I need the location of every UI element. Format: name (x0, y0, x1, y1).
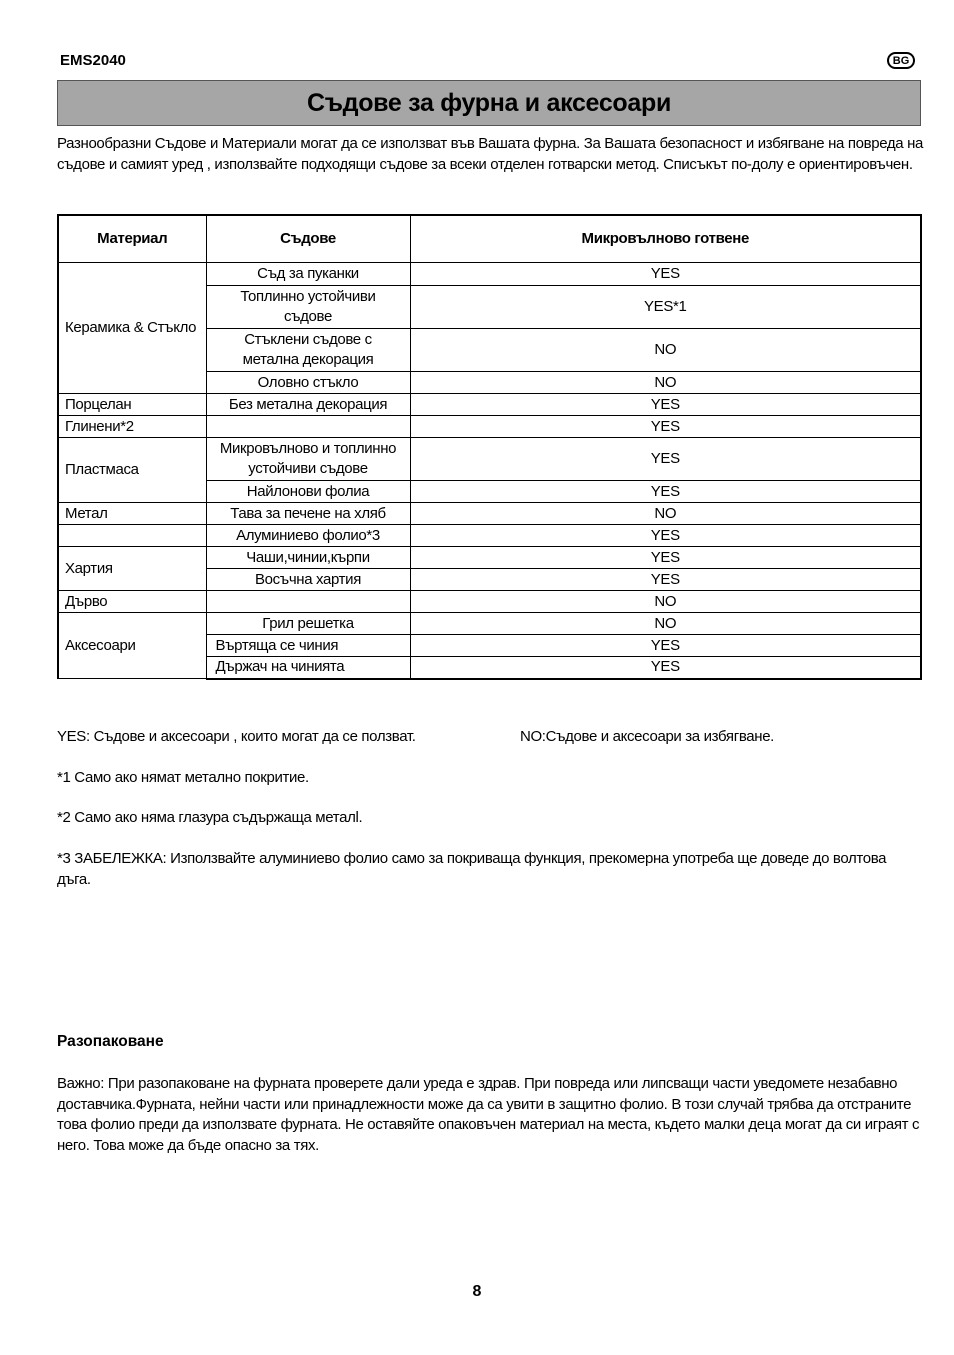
ware-cell: Чаши,чинии,кърпи (206, 547, 410, 569)
microwave-cell: YES (410, 394, 921, 416)
legend-no: NO:Съдове и аксесоари за избягване. (520, 728, 775, 745)
material-cell: Пластмаса (58, 438, 206, 503)
table-row (58, 416, 921, 438)
microwave-cell: YES (410, 438, 921, 481)
unpacking-text: Важно: При разопаковане на фурната проверете дали уреда е здрав. При повреда или липсващи части уведомете незабавно доставчика.Фурната, нейни части или принадлежности може да са увити в защитно фолио. В този случай трябва да отстраните това фолио преди да използвате фурната. Не оставяйте опаковъчен материал на места, където малки деца могат да си играят с него. Това може да бъде опасно за тях. (57, 1075, 920, 1154)
microwave-cell: YES*1 (410, 286, 921, 329)
material-cell: Аксесоари (58, 613, 206, 679)
table-header-row (58, 215, 921, 263)
table-row (58, 613, 921, 635)
page-title: Съдове за фурна и аксесоари (306, 88, 672, 117)
table-row (58, 438, 921, 481)
ware-cell: Стъклени съдове с метална декорация (206, 329, 410, 372)
header-microwave: Микровълново готвене (410, 215, 921, 263)
footnote-1: *1 Само ако нямат метално покритие. (57, 769, 309, 786)
table-row (58, 547, 921, 569)
material-cell: Порцелан (58, 394, 206, 416)
ware-cell (206, 416, 410, 438)
intro-paragraph: Разнообразни Съдове и Материали могат да се използват във Вашата фурна. За Вашата безопасност и избягване на повреда на съдове и самият уред , използвайте подходящи съдове за всеки отделен готварски метод. Списъкът по-долу е ориентировъчен. (57, 135, 924, 173)
unpacking-title: Разопаковане (57, 1033, 164, 1050)
ware-cell: Въртяща се чиния (206, 635, 410, 657)
footnote-2: *2 Само ако няма глазура съдържаща металl. (57, 809, 363, 826)
microwave-cell: YES (410, 263, 921, 286)
microwave-cell: YES (410, 481, 921, 503)
ware-cell: Съд за пуканки (206, 263, 410, 286)
header-material: Материал (58, 215, 206, 263)
table-row (58, 591, 921, 613)
cookware-table (57, 214, 922, 680)
ware-cell: Без метална декорация (206, 394, 410, 416)
microwave-cell: YES (410, 525, 921, 547)
legend-yes: YES: Съдове и аксесоари , които могат да се ползват. (57, 728, 416, 745)
page-number: 8 (472, 1283, 482, 1300)
table-row (58, 263, 921, 286)
ware-cell: Грил решетка (206, 613, 410, 635)
microwave-cell: NO (410, 591, 921, 613)
ware-cell: Оловно стъкло (206, 372, 410, 394)
material-cell: Керамика & Стъкло (58, 263, 206, 394)
microwave-cell: NO (410, 329, 921, 372)
microwave-cell: YES (410, 547, 921, 569)
material-cell: Хартия (58, 547, 206, 591)
material-cell (58, 525, 206, 547)
ware-cell: Восъчна хартия (206, 569, 410, 591)
language-badge: BG (887, 52, 915, 69)
table-row (58, 394, 921, 416)
microwave-cell: NO (410, 613, 921, 635)
ware-cell: Държач на чинията (206, 657, 410, 679)
microwave-cell: NO (410, 372, 921, 394)
ware-cell: Топлинно устойчиви съдове (206, 286, 410, 329)
ware-cell: Алуминиево фолио*3 (206, 525, 410, 547)
material-cell: Дърво (58, 591, 206, 613)
microwave-cell: YES (410, 657, 921, 679)
microwave-cell: YES (410, 416, 921, 438)
footnote-3: *3 ЗАБЕЛЕЖКА: Използвайте алуминиево фолио само за покриваща функция, прекомерна употреба ще доведе до волтова дъга. (57, 850, 887, 888)
model-number: EMS2040 (60, 52, 126, 69)
table-row (58, 525, 921, 547)
ware-cell: Тава за печене на хляб (206, 503, 410, 525)
microwave-cell: YES (410, 569, 921, 591)
material-cell: Метал (58, 503, 206, 525)
material-cell: Глинени*2 (58, 416, 206, 438)
microwave-cell: NO (410, 503, 921, 525)
microwave-cell: YES (410, 635, 921, 657)
ware-cell: Микровълново и топлинно устойчиви съдове (206, 438, 410, 481)
ware-cell (206, 591, 410, 613)
page-title-bar (57, 80, 921, 126)
ware-cell: Найлонови фолиа (206, 481, 410, 503)
table-row (58, 503, 921, 525)
header-ware: Съдове (206, 215, 410, 263)
